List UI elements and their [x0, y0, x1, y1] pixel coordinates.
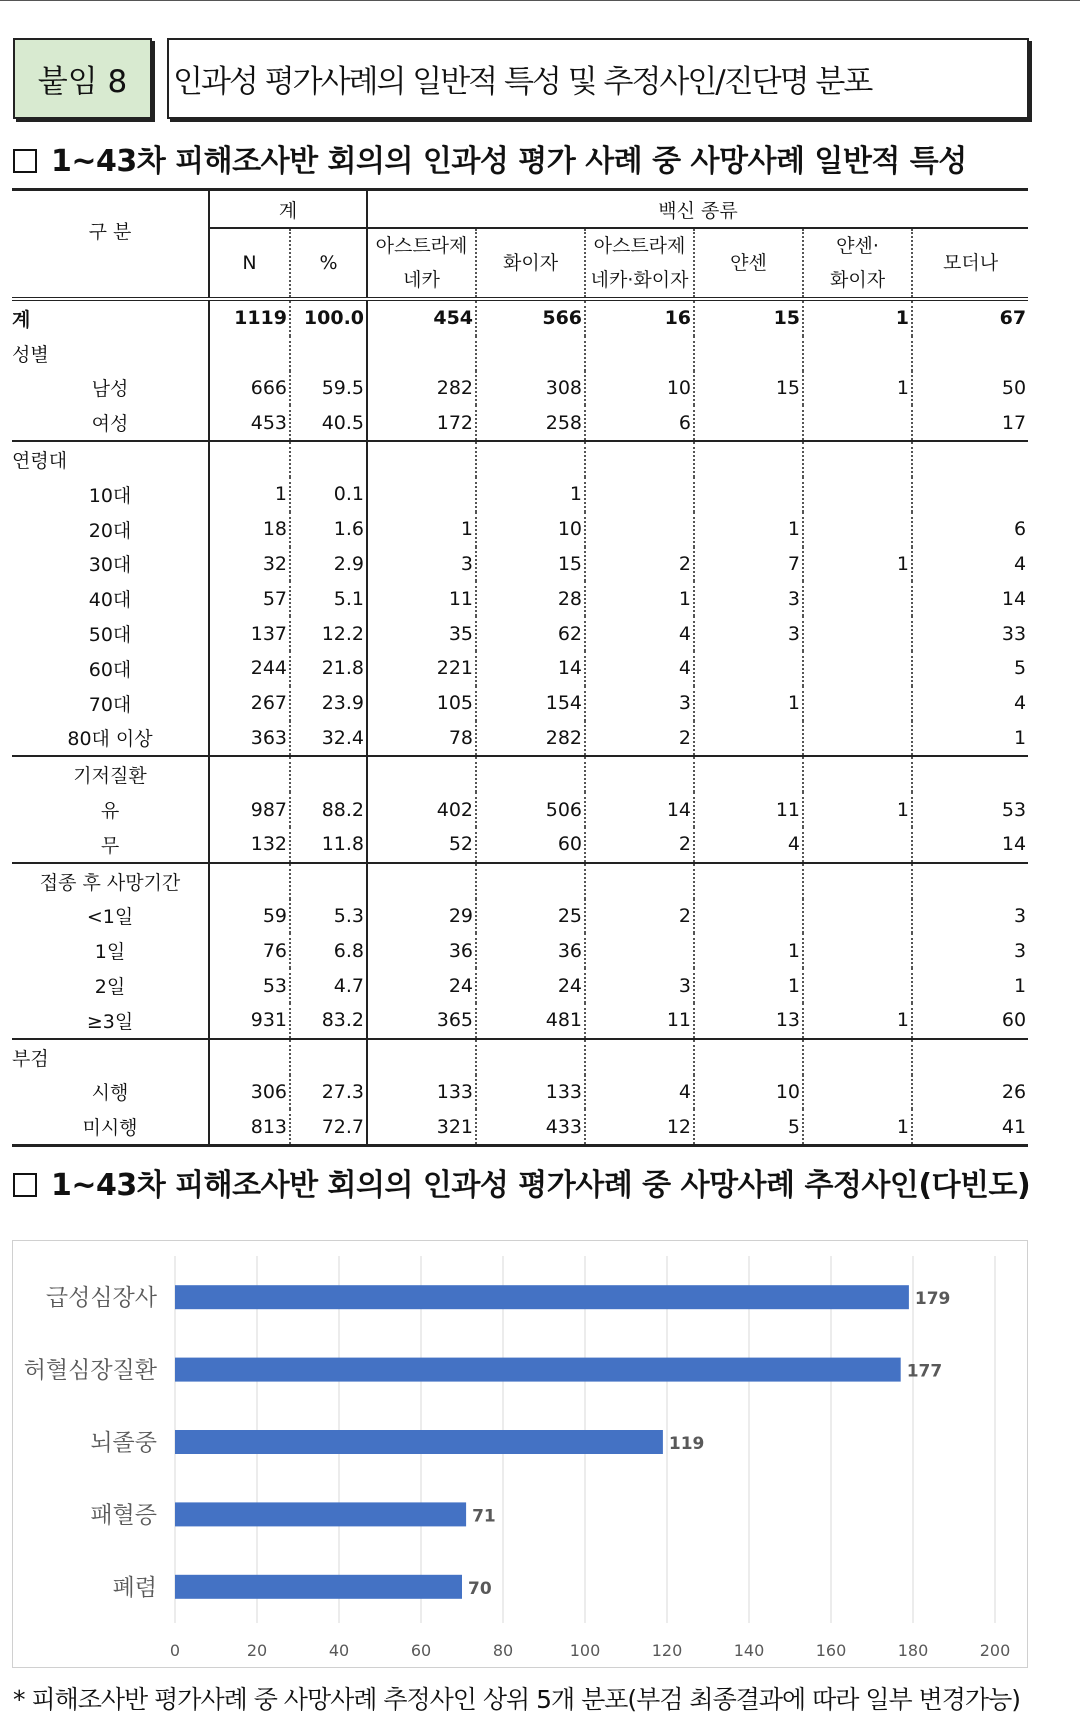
- table-cell: 59: [209, 899, 290, 934]
- table-cell: 14: [585, 792, 694, 827]
- table-cell: 40.5: [290, 405, 367, 441]
- table-cell: 1: [694, 686, 803, 721]
- header-total-group: 계: [209, 190, 367, 229]
- table-cell: 59.5: [290, 371, 367, 406]
- table-cell: 931: [209, 1003, 290, 1039]
- table-cell: [803, 968, 912, 1003]
- table-cell: [367, 863, 476, 899]
- table-cell: 26: [912, 1075, 1028, 1110]
- table-row: [12, 686, 1028, 721]
- row-label: 유: [100, 800, 120, 823]
- table-cell: [803, 1039, 912, 1075]
- table-cell: 1: [209, 477, 290, 512]
- bar: [175, 1430, 663, 1454]
- table-cell: [694, 441, 803, 477]
- row-label: 60대: [88, 658, 132, 681]
- table-cell: 12.2: [290, 616, 367, 651]
- x-tick-label: 160: [815, 1641, 847, 1660]
- row-label: 연령대: [12, 441, 209, 477]
- checkbox-square-icon: [13, 1173, 37, 1197]
- table-cell: 566: [476, 299, 585, 336]
- table-cell: 7: [694, 547, 803, 582]
- table-row: [12, 721, 1028, 757]
- table-cell: 267: [209, 686, 290, 721]
- table-cell: 15: [694, 299, 803, 336]
- row-label: 20대: [88, 519, 132, 542]
- header-janssen: 얀센: [694, 228, 803, 299]
- table-cell: 3: [585, 968, 694, 1003]
- table-cell: 11.8: [290, 827, 367, 863]
- table-cell: 4: [912, 547, 1028, 582]
- table-cell: 4: [585, 651, 694, 686]
- table-cell: 76: [209, 933, 290, 968]
- row-label: 접종 후 사망기간: [12, 863, 209, 899]
- table-cell: 21.8: [290, 651, 367, 686]
- table-cell: 3: [694, 581, 803, 616]
- table-cell: 282: [476, 721, 585, 757]
- table-cell: 36: [476, 933, 585, 968]
- table-cell: [209, 756, 290, 792]
- table-cell: [803, 336, 912, 371]
- table-cell: [694, 756, 803, 792]
- table-cell: [585, 1039, 694, 1075]
- table-row: [12, 651, 1028, 686]
- table-cell: 60: [476, 827, 585, 863]
- x-tick-label: 60: [410, 1641, 432, 1660]
- table-cell: [803, 512, 912, 547]
- table-cell: 1.6: [290, 512, 367, 547]
- table-cell: 60: [912, 1003, 1028, 1039]
- table-cell: 6: [585, 405, 694, 441]
- table-cell: 0.1: [290, 477, 367, 512]
- table-row: [12, 441, 1028, 477]
- table-row: [12, 933, 1028, 968]
- table-cell: 41: [912, 1109, 1028, 1145]
- table-cell: 10: [694, 1075, 803, 1110]
- x-tick-label: 180: [897, 1641, 929, 1660]
- table-cell: 2: [585, 547, 694, 582]
- table-cell: 88.2: [290, 792, 367, 827]
- table-cell: 4: [912, 686, 1028, 721]
- table-cell: 50: [912, 371, 1028, 406]
- table-cell: [694, 721, 803, 757]
- table-cell: 1: [803, 1109, 912, 1145]
- table-cell: 1: [803, 371, 912, 406]
- section1-title: 1~43차 피해조사반 회의의 인과성 평가 사례 중 사망사례 일반적 특성: [51, 144, 967, 179]
- table-row: [12, 827, 1028, 863]
- section1-heading: [13, 144, 967, 180]
- table-cell: 11: [694, 792, 803, 827]
- table-cell: 10: [476, 512, 585, 547]
- bar-value-label: 179: [914, 1289, 951, 1310]
- table-cell: [367, 756, 476, 792]
- table-cell: 308: [476, 371, 585, 406]
- y-category-label: 패혈증: [90, 1502, 157, 1529]
- table-cell: 987: [209, 792, 290, 827]
- table-cell: [694, 336, 803, 371]
- table-cell: 1: [585, 581, 694, 616]
- table-cell: 11: [367, 581, 476, 616]
- table-body: [12, 299, 1028, 1146]
- table-cell: 363: [209, 721, 290, 757]
- table-cell: [803, 405, 912, 441]
- row-label: 무: [100, 834, 120, 857]
- table-cell: 1: [803, 1003, 912, 1039]
- table-cell: 14: [476, 651, 585, 686]
- y-category-label: 폐렴: [112, 1574, 157, 1601]
- x-tick-label: 20: [246, 1641, 268, 1660]
- table-cell: 813: [209, 1109, 290, 1145]
- document-title: 인과성 평가사례의 일반적 특성 및 추정사인/진단명 분포: [167, 38, 1029, 119]
- row-label: 여성: [91, 413, 129, 436]
- row-label: 40대: [88, 589, 132, 612]
- table-cell: 28: [476, 581, 585, 616]
- table-cell: 62: [476, 616, 585, 651]
- table-cell: [912, 336, 1028, 371]
- table-cell: 1: [476, 477, 585, 512]
- table-cell: 221: [367, 651, 476, 686]
- row-label: <1일: [86, 906, 134, 929]
- table-cell: 67: [912, 299, 1028, 336]
- table-cell: [209, 863, 290, 899]
- table-cell: 453: [209, 405, 290, 441]
- table-cell: 5: [694, 1109, 803, 1145]
- table-cell: 32: [209, 547, 290, 582]
- table-cell: [803, 477, 912, 512]
- table-cell: 3: [585, 686, 694, 721]
- row-label: 1일: [94, 941, 126, 964]
- table-cell: 5.3: [290, 899, 367, 934]
- bar-value-label: 119: [668, 1434, 705, 1454]
- bar: [175, 1285, 909, 1309]
- x-tick-label: 100: [569, 1641, 601, 1660]
- header-category: 구 분: [12, 190, 209, 300]
- table-cell: 282: [367, 371, 476, 406]
- table-cell: [803, 827, 912, 863]
- table-cell: 13: [694, 1003, 803, 1039]
- table-cell: 6: [912, 512, 1028, 547]
- row-label: 미시행: [12, 1109, 209, 1145]
- row-label: 부검: [12, 1039, 209, 1075]
- table-row: [12, 1075, 1028, 1110]
- table-cell: [476, 336, 585, 371]
- table-cell: 3: [694, 616, 803, 651]
- table-cell: 365: [367, 1003, 476, 1039]
- x-tick-label: 80: [492, 1641, 514, 1660]
- header-janssen-pfizer: 얀센· 화이자: [803, 228, 912, 299]
- table-row: [12, 899, 1028, 934]
- table-cell: [803, 756, 912, 792]
- table-row: [12, 792, 1028, 827]
- table-cell: 137: [209, 616, 290, 651]
- table-row: [12, 968, 1028, 1003]
- row-label: 30대: [88, 554, 132, 577]
- table-cell: 2: [585, 899, 694, 934]
- table-cell: [290, 863, 367, 899]
- row-label: 10대: [88, 484, 132, 507]
- table-cell: 1: [912, 968, 1028, 1003]
- table-row: [12, 405, 1028, 441]
- table-cell: 72.7: [290, 1109, 367, 1145]
- table-cell: 506: [476, 792, 585, 827]
- table-cell: [585, 756, 694, 792]
- table-cell: 133: [367, 1075, 476, 1110]
- table-row: [12, 616, 1028, 651]
- table-cell: [912, 756, 1028, 792]
- table-cell: 57: [209, 581, 290, 616]
- table-cell: 105: [367, 686, 476, 721]
- table-cell: [803, 651, 912, 686]
- table-cell: 100.0: [290, 299, 367, 336]
- table-cell: [694, 477, 803, 512]
- x-tick-label: 200: [979, 1641, 1011, 1660]
- header-pct: %: [290, 228, 367, 299]
- table-cell: [585, 512, 694, 547]
- table-cell: [476, 441, 585, 477]
- row-label: ≥3일: [86, 1010, 134, 1033]
- table-row: [12, 756, 1028, 792]
- table-cell: 2.9: [290, 547, 367, 582]
- table-cell: 53: [912, 792, 1028, 827]
- table-cell: 4: [694, 827, 803, 863]
- table-cell: [585, 336, 694, 371]
- table-cell: 36: [367, 933, 476, 968]
- cause-of-death-bar-chart: [13, 1241, 1027, 1667]
- bar: [175, 1575, 462, 1599]
- table-cell: 1119: [209, 299, 290, 336]
- table-row: [12, 863, 1028, 899]
- section2-title: 1~43차 피해조사반 회의의 인과성 평가사례 중 사망사례 추정사인(다빈도): [51, 1168, 1031, 1203]
- table-cell: [585, 441, 694, 477]
- table-cell: 1: [803, 299, 912, 336]
- table-cell: [803, 933, 912, 968]
- table-cell: 1: [694, 512, 803, 547]
- section2-heading: [13, 1168, 1033, 1204]
- table-cell: 154: [476, 686, 585, 721]
- table-cell: 306: [209, 1075, 290, 1110]
- table-cell: [912, 863, 1028, 899]
- table-cell: 1: [367, 512, 476, 547]
- table-cell: 6.8: [290, 933, 367, 968]
- row-label: 70대: [88, 693, 132, 716]
- table-cell: [912, 477, 1028, 512]
- table-cell: [803, 616, 912, 651]
- table-cell: [367, 1039, 476, 1075]
- table-cell: 454: [367, 299, 476, 336]
- table-cell: [209, 336, 290, 371]
- x-tick-label: 40: [328, 1641, 350, 1660]
- table-cell: 1: [803, 547, 912, 582]
- row-label: 성별: [12, 343, 49, 366]
- y-category-label: 허혈심장질환: [23, 1357, 157, 1384]
- table-cell: [694, 405, 803, 441]
- table-cell: [367, 336, 476, 371]
- table-row: [12, 299, 1028, 336]
- table-cell: 1: [694, 933, 803, 968]
- table-cell: [476, 863, 585, 899]
- row-label: 50대: [88, 624, 132, 647]
- x-tick-label: 140: [733, 1641, 765, 1660]
- table-row: [12, 336, 1028, 371]
- row-label: 80대 이상: [67, 728, 153, 751]
- table-cell: 18: [209, 512, 290, 547]
- table-cell: 1: [803, 792, 912, 827]
- table-cell: 481: [476, 1003, 585, 1039]
- table-cell: 15: [694, 371, 803, 406]
- table-cell: 4.7: [290, 968, 367, 1003]
- table-cell: 2: [585, 721, 694, 757]
- table-cell: [803, 1075, 912, 1110]
- row-label: 기저질환: [12, 756, 209, 792]
- table-cell: 23.9: [290, 686, 367, 721]
- table-cell: [912, 1039, 1028, 1075]
- table-cell: [209, 1039, 290, 1075]
- table-cell: [803, 581, 912, 616]
- table-cell: 25: [476, 899, 585, 934]
- table-cell: 3: [912, 899, 1028, 934]
- table-cell: [367, 477, 476, 512]
- table-row: [12, 512, 1028, 547]
- header-n: N: [209, 228, 290, 299]
- table-cell: 24: [367, 968, 476, 1003]
- attachment-label: 붙임 8: [13, 38, 152, 119]
- table-cell: 1: [694, 968, 803, 1003]
- table-cell: 133: [476, 1075, 585, 1110]
- bar-value-label: 177: [906, 1361, 943, 1382]
- table-cell: [803, 686, 912, 721]
- table-row: [12, 547, 1028, 582]
- table-cell: 3: [367, 547, 476, 582]
- table-cell: 433: [476, 1109, 585, 1145]
- top-rule: [0, 0, 1080, 1]
- table-cell: [803, 899, 912, 934]
- table-cell: 4: [585, 616, 694, 651]
- table-cell: 27.3: [290, 1075, 367, 1110]
- row-label: 남성: [91, 378, 129, 401]
- table-cell: 15: [476, 547, 585, 582]
- row-label: 시행: [91, 1082, 129, 1105]
- row-label: 계: [12, 308, 31, 331]
- table-cell: [803, 863, 912, 899]
- table-cell: 666: [209, 371, 290, 406]
- table-cell: [803, 441, 912, 477]
- table-row: [12, 1003, 1028, 1039]
- table-cell: 14: [912, 827, 1028, 863]
- characteristics-table: [12, 188, 1028, 1147]
- table-cell: 29: [367, 899, 476, 934]
- y-category-label: 뇌졸중: [90, 1430, 157, 1456]
- table-row: [12, 581, 1028, 616]
- header-astrazeneca: 아스트라제 네카: [367, 228, 476, 299]
- chart-frame: [12, 1240, 1028, 1668]
- table-cell: [912, 441, 1028, 477]
- table-cell: [367, 441, 476, 477]
- table-cell: [209, 441, 290, 477]
- table-cell: [476, 756, 585, 792]
- table-cell: 132: [209, 827, 290, 863]
- row-label: 2일: [94, 976, 126, 999]
- table-cell: 258: [476, 405, 585, 441]
- table-cell: 5: [912, 651, 1028, 686]
- table-cell: 33: [912, 616, 1028, 651]
- header-moderna: 모더나: [912, 228, 1028, 299]
- table-row: [12, 477, 1028, 512]
- table-cell: 4: [585, 1075, 694, 1110]
- table-cell: 78: [367, 721, 476, 757]
- bar: [175, 1502, 466, 1526]
- table-cell: [290, 336, 367, 371]
- table-cell: 16: [585, 299, 694, 336]
- table-cell: [694, 651, 803, 686]
- table-cell: 83.2: [290, 1003, 367, 1039]
- header-astrazeneca-pfizer: 아스트라제 네카·화이자: [585, 228, 694, 299]
- table-cell: 53: [209, 968, 290, 1003]
- table-cell: 17: [912, 405, 1028, 441]
- table-cell: 14: [912, 581, 1028, 616]
- x-tick-label: 0: [169, 1641, 181, 1660]
- table-cell: 172: [367, 405, 476, 441]
- header-pfizer: 화이자: [476, 228, 585, 299]
- table-cell: 2: [585, 827, 694, 863]
- header-vaccine-group: 백신 종류: [367, 190, 1028, 229]
- bar-value-label: 71: [472, 1506, 496, 1527]
- table-cell: 11: [585, 1003, 694, 1039]
- table-cell: 24: [476, 968, 585, 1003]
- table-cell: 32.4: [290, 721, 367, 757]
- table-cell: [694, 899, 803, 934]
- x-tick-label: 120: [651, 1641, 683, 1660]
- table-cell: [476, 1039, 585, 1075]
- table-cell: [585, 933, 694, 968]
- table-cell: [694, 1039, 803, 1075]
- table-cell: 402: [367, 792, 476, 827]
- table-cell: [585, 863, 694, 899]
- table-cell: [290, 756, 367, 792]
- table-cell: [694, 863, 803, 899]
- table-cell: [585, 477, 694, 512]
- table-cell: [290, 1039, 367, 1075]
- table-row: [12, 1109, 1028, 1145]
- table-cell: 35: [367, 616, 476, 651]
- table-cell: 12: [585, 1109, 694, 1145]
- table-cell: 321: [367, 1109, 476, 1145]
- table-cell: [803, 721, 912, 757]
- table-cell: 244: [209, 651, 290, 686]
- table-cell: 1: [912, 721, 1028, 757]
- table-cell: [290, 441, 367, 477]
- table-cell: 5.1: [290, 581, 367, 616]
- table-row: [12, 1039, 1028, 1075]
- footnote: * 피해조사반 평가사례 중 사망사례 추정사인 상위 5개 분포(부검 최종결과에 따라 일부 변경가능): [13, 1685, 1020, 1714]
- y-category-label: 급성심장사: [45, 1285, 157, 1312]
- bar: [175, 1358, 901, 1382]
- table-cell: 52: [367, 827, 476, 863]
- bar-value-label: 70: [468, 1578, 492, 1599]
- table-row: [12, 371, 1028, 406]
- table-cell: 3: [912, 933, 1028, 968]
- table-cell: 10: [585, 371, 694, 406]
- checkbox-square-icon: [13, 149, 37, 173]
